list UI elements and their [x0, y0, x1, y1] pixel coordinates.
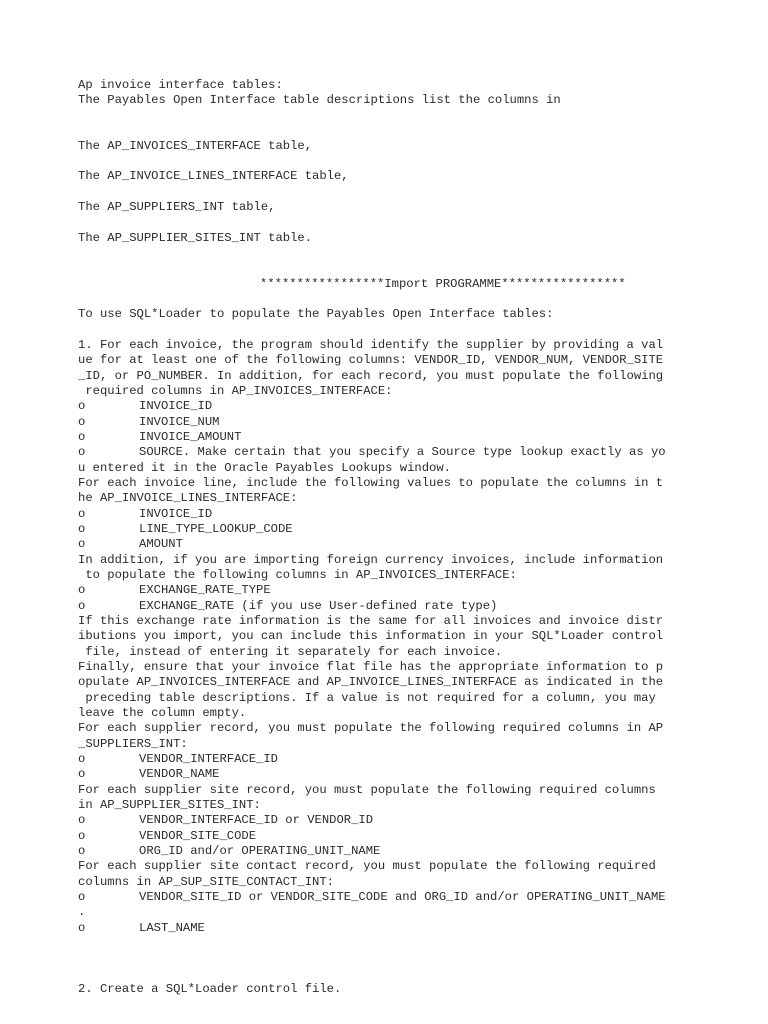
list-item: INVOICE_ID [139, 399, 213, 413]
step-2-line: 2. Create a SQL*Loader control file. [78, 982, 342, 996]
list-item: ORG_ID and/or OPERATING_UNIT_NAME [139, 844, 381, 858]
paragraph-line: _ID, or PO_NUMBER. In addition, for each record, you must populate the following [78, 369, 664, 383]
paragraph-line: For each invoice line, include the following values to populate the columns in t [78, 476, 664, 490]
list-item-wrap: . [78, 905, 86, 919]
table-name-line: The AP_INVOICE_LINES_INTERFACE table, [78, 169, 349, 183]
paragraph-line: to populate the following columns in AP_INVOICES_INTERFACE: [78, 568, 517, 582]
list-item: EXCHANGE_RATE (if you use User-defined rate type) [139, 599, 498, 613]
bullet-marker: o [78, 767, 86, 781]
list-item-wrap: u entered it in the Oracle Payables Lookups window. [78, 461, 451, 475]
paragraph-line: preceding table descriptions. If a value is not required for a column, you may [78, 691, 656, 705]
table-name-line: The AP_SUPPLIER_SITES_INT table. [78, 231, 313, 245]
paragraph-line: ibutions you import, you can include this information in your SQL*Loader control [78, 629, 664, 643]
paragraph-line: For each supplier site record, you must populate the following required columns [78, 783, 656, 797]
paragraph-line: in AP_SUPPLIER_SITES_INT: [78, 798, 261, 812]
bullet-marker: o [78, 752, 86, 766]
paragraph-line: Finally, ensure that your invoice flat file has the appropriate information to p [78, 660, 664, 674]
bullet-marker: o [78, 537, 86, 551]
heading-line-2: The Payables Open Interface table descriptions list the columns in [78, 93, 561, 107]
bullet-marker: o [78, 921, 86, 935]
paragraph-line: _SUPPLIERS_INT: [78, 737, 188, 751]
list-item: INVOICE_ID [139, 507, 213, 521]
bullet-marker: o [78, 445, 86, 459]
paragraph-line: ue for at least one of the following columns: VENDOR_ID, VENDOR_NUM, VENDOR_SITE [78, 353, 664, 367]
bullet-marker: o [78, 507, 86, 521]
paragraph-line: If this exchange rate information is the same for all invoices and invoice distr [78, 614, 664, 628]
bullet-marker: o [78, 583, 86, 597]
paragraph-line: columns in AP_SUP_SITE_CONTACT_INT: [78, 875, 334, 889]
list-item: VENDOR_NAME [139, 767, 220, 781]
section-title: *****************Import PROGRAMME***************** [260, 277, 626, 291]
bullet-marker: o [78, 599, 86, 613]
list-item: LAST_NAME [139, 921, 205, 935]
bullet-marker: o [78, 430, 86, 444]
list-item: VENDOR_SITE_CODE [139, 829, 257, 843]
paragraph-line: required columns in AP_INVOICES_INTERFACE: [78, 384, 393, 398]
paragraph-line: In addition, if you are importing foreign currency invoices, include information [78, 553, 664, 567]
list-item: LINE_TYPE_LOOKUP_CODE [139, 522, 293, 536]
bullet-marker: o [78, 522, 86, 536]
bullet-marker: o [78, 829, 86, 843]
list-item: INVOICE_AMOUNT [139, 430, 242, 444]
paragraph-line: For each supplier site contact record, you must populate the following required [78, 859, 656, 873]
table-name-line: The AP_INVOICES_INTERFACE table, [78, 139, 313, 153]
bullet-marker: o [78, 844, 86, 858]
list-item: VENDOR_INTERFACE_ID or VENDOR_ID [139, 813, 374, 827]
paragraph-line: 1. For each invoice, the program should identify the supplier by providing a val [78, 338, 664, 352]
paragraph-line: file, instead of entering it separately for each invoice. [78, 645, 503, 659]
list-item: EXCHANGE_RATE_TYPE [139, 583, 271, 597]
heading-line-1: Ap invoice interface tables: [78, 78, 283, 92]
bullet-marker: o [78, 399, 86, 413]
paragraph-line: he AP_INVOICE_LINES_INTERFACE: [78, 491, 298, 505]
paragraph-line: leave the column empty. [78, 706, 247, 720]
intro-line: To use SQL*Loader to populate the Payables Open Interface tables: [78, 307, 554, 321]
list-item: VENDOR_INTERFACE_ID [139, 752, 278, 766]
bullet-marker: o [78, 890, 86, 904]
table-name-line: The AP_SUPPLIERS_INT table, [78, 200, 276, 214]
list-item: AMOUNT [139, 537, 183, 551]
bullet-marker: o [78, 813, 86, 827]
paragraph-line: For each supplier record, you must populate the following required columns in AP [78, 721, 664, 735]
list-item: SOURCE. Make certain that you specify a Source type lookup exactly as yo [139, 445, 666, 459]
paragraph-line: opulate AP_INVOICES_INTERFACE and AP_INVOICE_LINES_INTERFACE as indicated in the [78, 675, 664, 689]
list-item: VENDOR_SITE_ID or VENDOR_SITE_CODE and ORG_ID and/or OPERATING_UNIT_NAME [139, 890, 666, 904]
bullet-marker: o [78, 415, 86, 429]
list-item: INVOICE_NUM [139, 415, 220, 429]
